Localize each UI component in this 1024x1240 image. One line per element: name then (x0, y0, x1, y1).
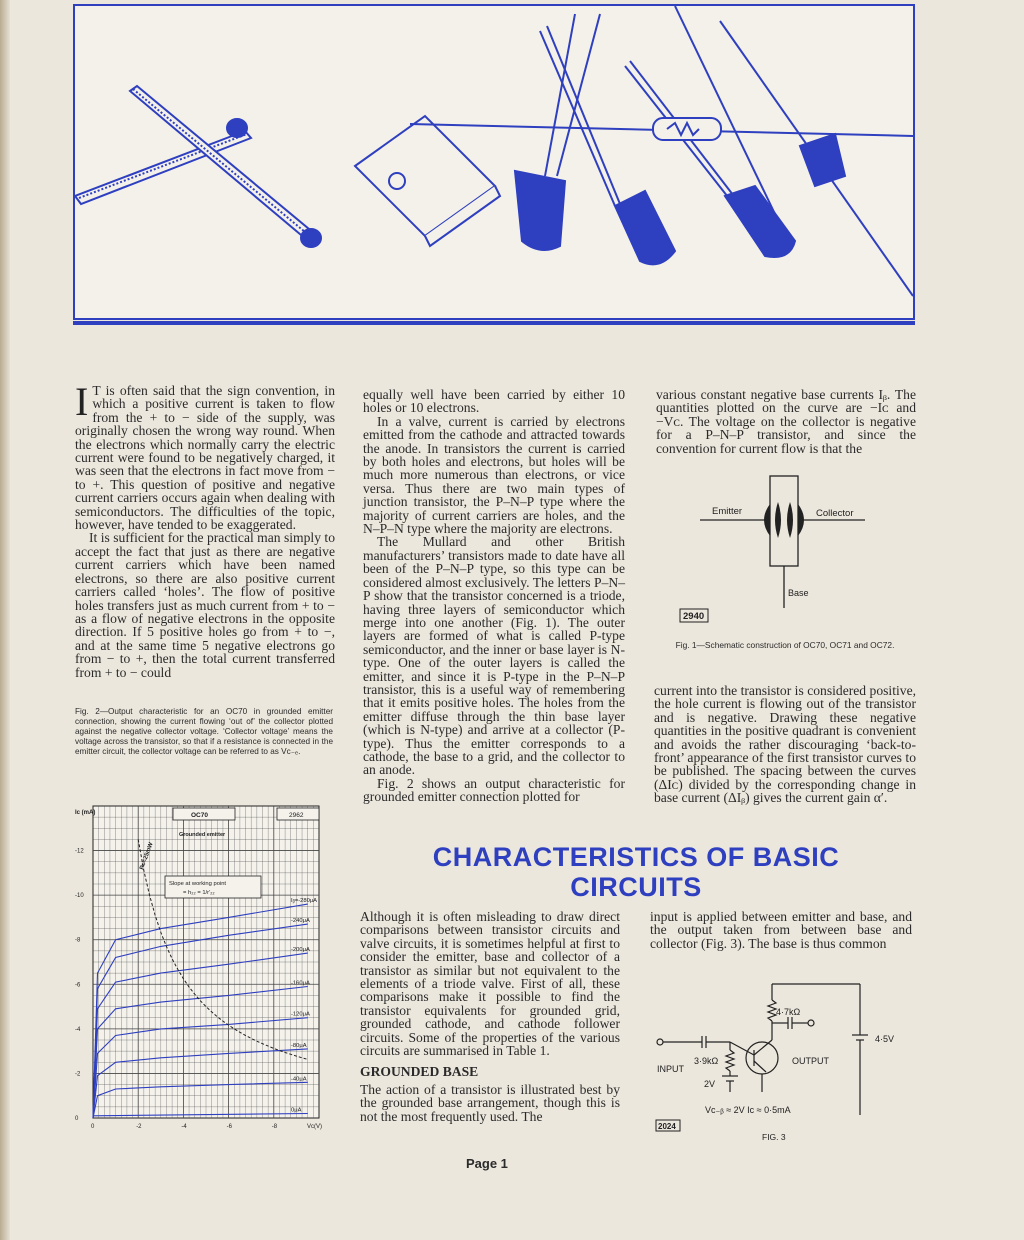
battery-label: 4·5V (875, 1034, 895, 1044)
x-tick-label: 0 (91, 1124, 95, 1130)
y-tick-label: -12 (75, 848, 84, 855)
fig1-number: 2940 (683, 611, 705, 622)
y-tick-label: -6 (75, 982, 81, 989)
x-tick-label: -4 (181, 1124, 187, 1130)
slope-annotation-2: = h₂₂ = 1/r′₂₂ (183, 890, 215, 896)
chart-title: OC70 (191, 812, 208, 819)
chart-subtitle: Grounded emitter (179, 832, 226, 838)
col4-paragraph-1: Although it is often misleading to draw direct comparisons between transistor circuits and valve circuits, it is sometimes helpful at first to consider the emitter, base and collector of a transistor as similar but not equivalent to the elements of a triode valve. First of all, these comparisons make it possible to find the transistor equivalents for grounded grid, grounded cathode, and cathode follower circuits. Some of the properties of the various circuits are summarised in Table 1. (360, 909, 620, 1059)
col3-paragraph-1: various constant negative base currents Iᵦ. The quantities plotted on the curve are −Iᴄ and −Vᴄ. The voltage on the collector is negative for a P–N–P transistor, and since the convention for current flow is that the (656, 387, 916, 456)
transistors-illustration (75, 6, 913, 318)
series-label-7: 0μA (291, 1107, 302, 1114)
column-2 (363, 388, 625, 804)
column-3-bottom (654, 684, 916, 805)
collector-label: Collector (816, 508, 854, 519)
hero-illustration (73, 4, 915, 320)
hero-rule (73, 321, 915, 325)
series-label-3: -160μA (291, 980, 310, 987)
r2-label: 3·9kΩ (694, 1056, 719, 1066)
series-label-2: -200μA (291, 947, 310, 954)
headline-line-1: CHARACTERISTICS OF BASIC (432, 842, 840, 872)
grounded-base-heading: GROUNDED BASE (360, 1064, 479, 1080)
slope-annotation-1: Slope at working point (169, 881, 227, 887)
output-characteristic-chart (73, 800, 323, 1136)
col1-paragraph-1: T is often said that the sign convention, in which a positive current is taken to flow from the + to − side of the supply, was originally chosen the wrong way round. When the electrons which normally carry the electric current were found to be negatively charged, it was seen that the electrons in fact move from − to +. This question of positive and negative current carriers occurs again when dealing with semiconductors. The difficulties of the topic, however, have tended to be exaggerated. (75, 383, 335, 533)
page-binding-edge (0, 0, 10, 1240)
y-tick-label: -2 (75, 1071, 81, 1078)
col5-paragraph-1: input is applied between emitter and base, and the output taken from between base and collector (Fig. 3). The base is thus common (650, 909, 912, 951)
col4-paragraph-2: The action of a transistor is illustrated best by the grounded base arrangement, though this is not the most frequently used. The (360, 1081, 620, 1124)
fig2-caption: Fig. 2—Output characteristic for an OC70 in grounded emitter connection, showing the current flowing ‘out of’ the collector plotted against the negative collector voltage. ‘Collector voltage’ means the voltage across the transistor, so that if a resistance is connected in the emitter circuit, the collector voltage can be referred to as Vᴄ₋ₑ. (75, 707, 333, 756)
fig2-chart (73, 800, 323, 1136)
fig1-diagram (650, 468, 916, 638)
chart-figure-number: 2962 (289, 812, 304, 819)
y-tick-label: -4 (75, 1026, 81, 1033)
headline-line-2: CIRCUITS (570, 872, 702, 902)
drop-cap: I (75, 379, 89, 424)
x-tick-label: -2 (136, 1124, 142, 1130)
input-label: INPUT (657, 1064, 684, 1074)
column-3-top (656, 388, 916, 455)
fig3-label: FIG. 3 (762, 1132, 786, 1142)
y-tick-label: -10 (75, 893, 84, 900)
x-tick-label: -8 (271, 1124, 278, 1130)
power-label: Pc=25mW (139, 841, 155, 871)
bias-label: 2V (704, 1079, 716, 1089)
fig3-circuit (650, 980, 916, 1145)
transistor-construction (650, 468, 916, 638)
page-number: Page 1 (466, 1156, 508, 1171)
operating-conditions: Vᴄ₋ᵦ ≈ 2V Iᴄ ≈ 0·5mA (705, 1105, 791, 1115)
col2-paragraph-2: In a valve, current is carried by electrons emitted from the cathode and attracted towards the anode. In transistors the current is carried by both holes and electrons, but holes will be much more numerous than electrons, or vice versa. Thus there are two main types of junction transistor, the P–N–P type where the majority of current carriers are holes, and the N–P–N type where the majority are electrons. (363, 413, 625, 537)
fig3-number: 2024 (658, 1122, 676, 1131)
r1-label: 4·7kΩ (776, 1007, 801, 1017)
series-label-1: -240μA (291, 918, 310, 925)
series-label-4: -120μA (291, 1011, 310, 1018)
x-tick-label: Vᴄ(V) (307, 1124, 322, 1130)
series-label-5: -80μA (291, 1042, 307, 1049)
emitter-label: Emitter (712, 506, 743, 517)
grounded-base-circuit (650, 980, 916, 1145)
col2-paragraph-3: The Mullard and other British manufacturers’ transistors made to date have all been of the P–N–P type, so this type can be considered almost exclusively. The letters P–N–P show that the transistor concerned is a triode, having three layers of semiconductor which merge into one another (Fig. 1). The outer layers are formed of what is called P-type semiconductor, and the inner or base layer is N-type. One of the outer layers is called the emitter, and since it is P-type in the P–N–P transistor, this is a useful way of remembering that it emits positive holes. The holes from the emitter diffuse through the thin base layer (which is N-type) and arrive at a collector (P-type). Thus the emitter corresponds to a cathode, the base to a grid, and the collector to an anode. (363, 534, 625, 778)
series-label-6: -40μA (291, 1076, 307, 1083)
base-label: Base (788, 588, 809, 598)
output-label: OUTPUT (792, 1056, 829, 1066)
col1-paragraph-2: It is sufficient for the practical man simply to accept the fact that just as there are negative current carriers which have been named electrons, so there are also positive current carriers called ‘holes’. The flow of positive holes transfers just as much current from + to − as a flow of negative electrons in the opposite direction. If 5 positive holes go from + to −, and at the same time 5 negative electrons go from − to +, then the total current transferred from + to − could (75, 530, 335, 680)
col2-paragraph-1: equally well have been carried by either 10 holes or 10 electrons. (363, 387, 625, 416)
column-5 (650, 910, 912, 950)
fig1-caption: Fig. 1—Schematic construction of OC70, OC71 and OC72. (675, 640, 895, 650)
series-label-0: Iᵦ=-280μA (291, 898, 318, 905)
x-tick-label: -6 (226, 1124, 232, 1130)
y-tick-label: 0 (75, 1116, 79, 1122)
section-headline (356, 842, 916, 902)
col2-paragraph-4: Fig. 2 shows an output characteristic for grounded emitter connection plotted for (363, 775, 625, 805)
column-4 (360, 910, 620, 1123)
column-1 (75, 379, 335, 680)
y-axis-label: Iᴄ (mA) (75, 810, 96, 816)
y-tick-label: -8 (75, 937, 81, 944)
col3-paragraph-2: current into the transistor is considered positive, the hole current is flowing out of the transistor and is negative. Drawing these negative quantities in the positive quadrant is convenient and avoids the rather discouraging ‘back-to-front’ appearance of the first transistor curves to be published. The spacing between the curves (ΔIᴄ) divided by the corresponding change in base current (ΔIᵦ) gives the current gain α′. (654, 683, 916, 806)
